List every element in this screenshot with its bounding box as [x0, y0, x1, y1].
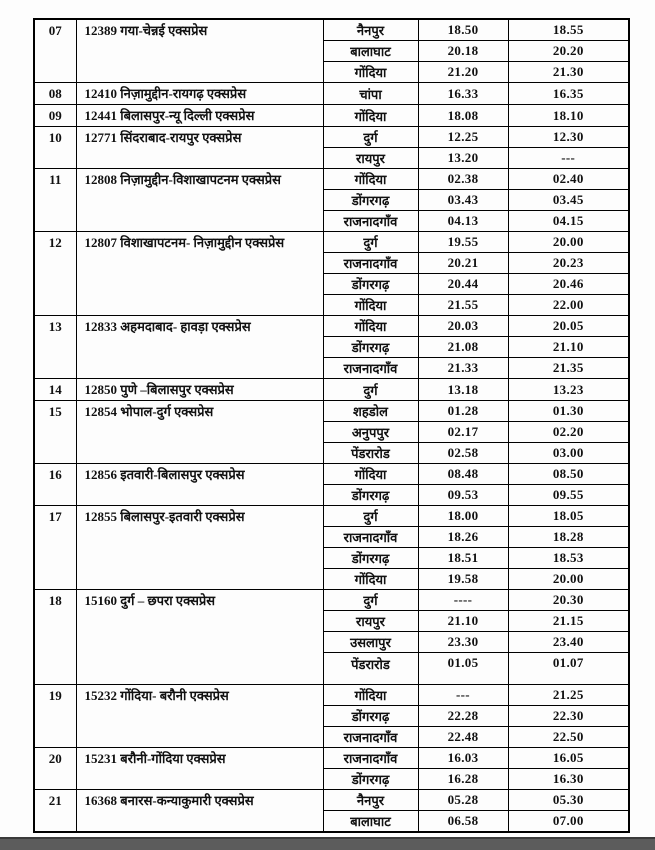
arrival-time-cell: 21.55 — [418, 295, 508, 316]
arrival-time-cell: 18.51 — [418, 548, 508, 569]
timetable-table — [33, 18, 630, 833]
station-cell: रायपुर — [323, 148, 418, 169]
station-cell: उसलापुर — [323, 632, 418, 653]
station-cell: पेंडरारोड — [323, 443, 418, 464]
serial-cell: 20 — [34, 748, 76, 790]
arrival-time-cell: 21.20 — [418, 62, 508, 83]
table-row — [34, 464, 629, 485]
table-row — [34, 401, 629, 422]
arrival-time-cell: ---- — [418, 590, 508, 611]
station-cell: दुर्ग — [323, 379, 418, 401]
station-cell: रायपुर — [323, 611, 418, 632]
station-cell: डोंगरगढ़ — [323, 548, 418, 569]
table-row — [34, 105, 629, 127]
departure-time-cell: 02.40 — [508, 169, 629, 190]
train-name-cell: 16368 बनारस-कन्याकुमारी एक्सप्रेस — [76, 790, 323, 833]
train-name-cell: 12855 बिलासपुर-इतवारी एक्सप्रेस — [76, 506, 323, 590]
arrival-time-cell: 20.21 — [418, 253, 508, 274]
train-name-cell: 15160 दुर्ग – छपरा एक्सप्रेस — [76, 590, 323, 685]
departure-time-cell: 16.05 — [508, 748, 629, 769]
table-row — [34, 232, 629, 253]
table-row — [34, 379, 629, 401]
arrival-time-cell: 06.58 — [418, 811, 508, 833]
train-name-cell: 12807 विशाखापटनम- निज़ामुद्दीन एक्सप्रेस — [76, 232, 323, 316]
arrival-time-cell: 01.05 — [418, 653, 508, 685]
train-name-cell: 12389 गया-चेन्नई एक्सप्रेस — [76, 19, 323, 83]
arrival-time-cell: 20.44 — [418, 274, 508, 295]
station-cell: डोंगरगढ़ — [323, 769, 418, 790]
departure-time-cell: 22.50 — [508, 727, 629, 748]
station-cell: अनुपपुर — [323, 422, 418, 443]
bottom-window-edge — [0, 837, 655, 850]
arrival-time-cell: 21.08 — [418, 337, 508, 358]
train-name-cell: 12856 इतवारी-बिलासपुर एक्सप्रेस — [76, 464, 323, 506]
station-cell: दुर्ग — [323, 590, 418, 611]
departure-time-cell: 12.30 — [508, 127, 629, 148]
train-name-cell: 15232 गोंदिया- बरौनी एक्सप्रेस — [76, 685, 323, 748]
departure-time-cell: 13.23 — [508, 379, 629, 401]
station-cell: राजनादगाँव — [323, 253, 418, 274]
arrival-time-cell: 08.48 — [418, 464, 508, 485]
arrival-time-cell: 01.28 — [418, 401, 508, 422]
arrival-time-cell: 22.28 — [418, 706, 508, 727]
station-cell: दुर्ग — [323, 127, 418, 148]
serial-cell: 10 — [34, 127, 76, 169]
station-cell: गोंदिया — [323, 169, 418, 190]
train-name-cell: 12410 निज़ामुद्दीन-रायगढ़ एक्सप्रेस — [76, 83, 323, 105]
serial-cell: 17 — [34, 506, 76, 590]
arrival-time-cell: 19.55 — [418, 232, 508, 253]
station-cell: बालाघाट — [323, 811, 418, 833]
train-name-cell: 12833 अहमदाबाद- हावड़ा एक्सप्रेस — [76, 316, 323, 379]
departure-time-cell: 21.35 — [508, 358, 629, 379]
station-cell: दुर्ग — [323, 506, 418, 527]
station-cell: राजनादगाँव — [323, 211, 418, 232]
serial-cell: 08 — [34, 83, 76, 105]
arrival-time-cell: 18.00 — [418, 506, 508, 527]
arrival-time-cell: 05.28 — [418, 790, 508, 811]
departure-time-cell: 03.00 — [508, 443, 629, 464]
departure-time-cell: 07.00 — [508, 811, 629, 833]
station-cell: बालाघाट — [323, 41, 418, 62]
table-row — [34, 83, 629, 105]
arrival-time-cell: 20.03 — [418, 316, 508, 337]
serial-cell: 18 — [34, 590, 76, 685]
table-row — [34, 506, 629, 527]
departure-time-cell: 21.25 — [508, 685, 629, 706]
serial-cell: 09 — [34, 105, 76, 127]
departure-time-cell: 16.30 — [508, 769, 629, 790]
departure-time-cell: 04.15 — [508, 211, 629, 232]
serial-cell: 07 — [34, 19, 76, 83]
serial-cell: 21 — [34, 790, 76, 833]
station-cell: गोंदिया — [323, 316, 418, 337]
departure-time-cell: 20.46 — [508, 274, 629, 295]
departure-time-cell: 18.10 — [508, 105, 629, 127]
arrival-time-cell: 19.58 — [418, 569, 508, 590]
timetable-body — [34, 19, 629, 832]
arrival-time-cell: 12.25 — [418, 127, 508, 148]
arrival-time-cell: 16.03 — [418, 748, 508, 769]
departure-time-cell: 02.20 — [508, 422, 629, 443]
arrival-time-cell: 22.48 — [418, 727, 508, 748]
station-cell: गोंदिया — [323, 105, 418, 127]
station-cell: गोंदिया — [323, 685, 418, 706]
table-row — [34, 316, 629, 337]
departure-time-cell: 18.55 — [508, 19, 629, 41]
table-row — [34, 590, 629, 611]
departure-time-cell: 20.00 — [508, 569, 629, 590]
arrival-time-cell: 09.53 — [418, 485, 508, 506]
serial-cell: 11 — [34, 169, 76, 232]
arrival-time-cell: 03.43 — [418, 190, 508, 211]
serial-cell: 15 — [34, 401, 76, 464]
departure-time-cell: 21.15 — [508, 611, 629, 632]
departure-time-cell: 01.07 — [508, 653, 629, 685]
arrival-time-cell: 21.10 — [418, 611, 508, 632]
departure-time-cell: 20.00 — [508, 232, 629, 253]
arrival-time-cell: 02.58 — [418, 443, 508, 464]
arrival-time-cell: --- — [418, 685, 508, 706]
station-cell: शहडोल — [323, 401, 418, 422]
station-cell: गोंदिया — [323, 569, 418, 590]
arrival-time-cell: 18.26 — [418, 527, 508, 548]
station-cell: डोंगरगढ़ — [323, 274, 418, 295]
train-name-cell: 12850 पुणे –बिलासपुर एक्सप्रेस — [76, 379, 323, 401]
arrival-time-cell: 02.17 — [418, 422, 508, 443]
serial-cell: 16 — [34, 464, 76, 506]
departure-time-cell: 18.53 — [508, 548, 629, 569]
serial-cell: 12 — [34, 232, 76, 316]
departure-time-cell: 20.20 — [508, 41, 629, 62]
station-cell: गोंदिया — [323, 62, 418, 83]
station-cell: डोंगरगढ़ — [323, 485, 418, 506]
train-name-cell: 12854 भोपाल-दुर्ग एक्सप्रेस — [76, 401, 323, 464]
departure-time-cell: 08.50 — [508, 464, 629, 485]
table-row — [34, 169, 629, 190]
serial-cell: 13 — [34, 316, 76, 379]
station-cell: गोंदिया — [323, 295, 418, 316]
station-cell: गोंदिया — [323, 464, 418, 485]
station-cell: दुर्ग — [323, 232, 418, 253]
table-row — [34, 790, 629, 811]
station-cell: डोंगरगढ़ — [323, 706, 418, 727]
table-row — [34, 19, 629, 41]
departure-time-cell: 18.05 — [508, 506, 629, 527]
departure-time-cell: 21.10 — [508, 337, 629, 358]
arrival-time-cell: 23.30 — [418, 632, 508, 653]
departure-time-cell: 22.30 — [508, 706, 629, 727]
departure-time-cell: 23.40 — [508, 632, 629, 653]
serial-cell: 19 — [34, 685, 76, 748]
arrival-time-cell: 18.50 — [418, 19, 508, 41]
arrival-time-cell: 04.13 — [418, 211, 508, 232]
station-cell: पेंडरारोड — [323, 653, 418, 685]
station-cell: डोंगरगढ़ — [323, 337, 418, 358]
train-name-cell: 15231 बरौनी-गोंदिया एक्सप्रेस — [76, 748, 323, 790]
arrival-time-cell: 13.18 — [418, 379, 508, 401]
arrival-time-cell: 02.38 — [418, 169, 508, 190]
table-row — [34, 748, 629, 769]
station-cell: राजनादगाँव — [323, 527, 418, 548]
arrival-time-cell: 16.33 — [418, 83, 508, 105]
station-cell: राजनादगाँव — [323, 358, 418, 379]
arrival-time-cell: 20.18 — [418, 41, 508, 62]
train-name-cell: 12771 सिंदराबाद-रायपुर एक्सप्रेस — [76, 127, 323, 169]
station-cell: डोंगरगढ़ — [323, 190, 418, 211]
train-name-cell: 12441 बिलासपुर-न्यू दिल्ली एक्सप्रेस — [76, 105, 323, 127]
station-cell: नैनपुर — [323, 790, 418, 811]
train-timetable — [33, 18, 628, 833]
table-row — [34, 127, 629, 148]
serial-cell: 14 — [34, 379, 76, 401]
departure-time-cell: 03.45 — [508, 190, 629, 211]
departure-time-cell: 09.55 — [508, 485, 629, 506]
station-cell: नैनपुर — [323, 19, 418, 41]
departure-time-cell: 22.00 — [508, 295, 629, 316]
departure-time-cell: 20.05 — [508, 316, 629, 337]
departure-time-cell: 16.35 — [508, 83, 629, 105]
train-name-cell: 12808 निज़ामुद्दीन-विशाखापटनम एक्सप्रेस — [76, 169, 323, 232]
station-cell: राजनादगाँव — [323, 748, 418, 769]
table-row — [34, 685, 629, 706]
departure-time-cell: 05.30 — [508, 790, 629, 811]
departure-time-cell: 20.30 — [508, 590, 629, 611]
departure-time-cell: 18.28 — [508, 527, 629, 548]
arrival-time-cell: 13.20 — [418, 148, 508, 169]
arrival-time-cell: 16.28 — [418, 769, 508, 790]
station-cell: राजनादगाँव — [323, 727, 418, 748]
departure-time-cell: 21.30 — [508, 62, 629, 83]
arrival-time-cell: 18.08 — [418, 105, 508, 127]
departure-time-cell: --- — [508, 148, 629, 169]
arrival-time-cell: 21.33 — [418, 358, 508, 379]
departure-time-cell: 01.30 — [508, 401, 629, 422]
departure-time-cell: 20.23 — [508, 253, 629, 274]
station-cell: चांपा — [323, 83, 418, 105]
